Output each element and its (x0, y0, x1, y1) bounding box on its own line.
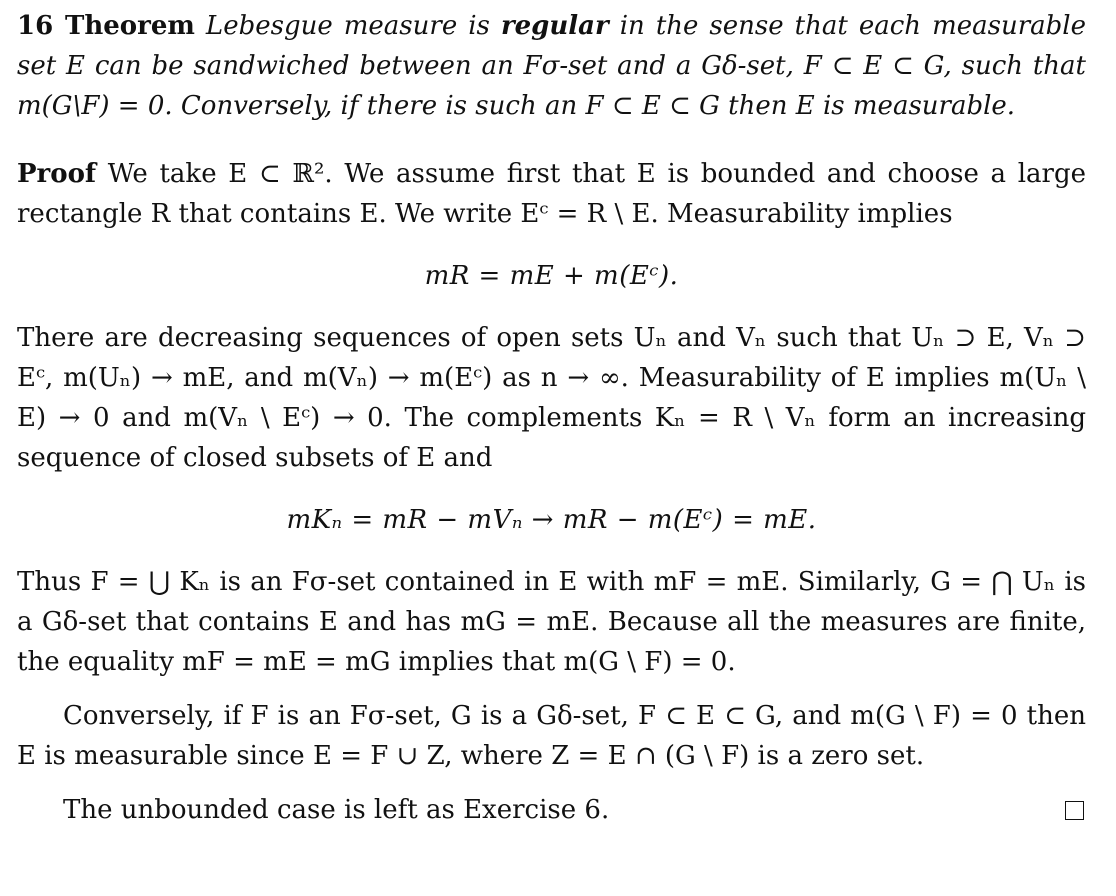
unbounded-case-text: The unbounded case is left as Exercise 6. (63, 795, 610, 825)
proof-final-line (17, 790, 1086, 830)
theorem-text-part2: in the sense that each measurable set E can be sandwiched between an Fσ-set and a Gδ-set, F ⊂ E ⊂ G, such that m(G\F) = 0. Conversely, if there is such an F ⊂ E ⊂ G then E is measurable. (17, 11, 1086, 121)
proof-sequences-paragraph: There are decreasing sequences of open sets Uₙ and Vₙ such that Uₙ ⊃ E, Vₙ ⊃ Eᶜ, m(Uₙ) → mE, and m(Vₙ) → m(Eᶜ) as n → ∞. Measurability of E implies m(Uₙ \ E) → 0 and m(Vₙ \ Eᶜ) → 0. The complements Kₙ = R \ Vₙ form an increasing sequence of closed subsets of E and (17, 323, 1086, 473)
theorem-text-part1: Lebesgue measure is (194, 11, 501, 41)
equation-limit: mKₙ = mR − mVₙ → mR − m(Eᶜ) = mE. (286, 505, 817, 535)
theorem-bold-word: regular (500, 11, 609, 41)
theorem-statement (17, 6, 1086, 126)
proof-conclusion-paragraph: Thus F = ⋃ Kₙ is an Fσ-set contained in E with mF = mE. Similarly, G = ⋂ Uₙ is a Gδ-set that contains E and has mG = mE. Because all the measures are finite, the equality mF = mE = mG implies that m(G \ F) = 0. (17, 567, 1086, 677)
proof-intro-text: We take E ⊂ ℝ². We assume first that E is bounded and choose a large rectangle R that contains E. We write Eᶜ = R \ E. Measurability implies (17, 159, 1086, 229)
qed-square-icon (1065, 801, 1084, 820)
proof-label: Proof (17, 159, 97, 189)
proof-intro-paragraph (17, 154, 1086, 234)
equation-measure-sum: mR = mE + m(Eᶜ). (424, 261, 679, 291)
theorem-label: 16 Theorem (17, 11, 195, 41)
proof-converse-paragraph: Conversely, if F is an Fσ-set, G is a Gδ-set, F ⊂ E ⊂ G, and m(G \ F) = 0 then E is measurable since E = F ∪ Z, where Z = E ∩ (G \ F) is a zero set. (17, 701, 1086, 771)
